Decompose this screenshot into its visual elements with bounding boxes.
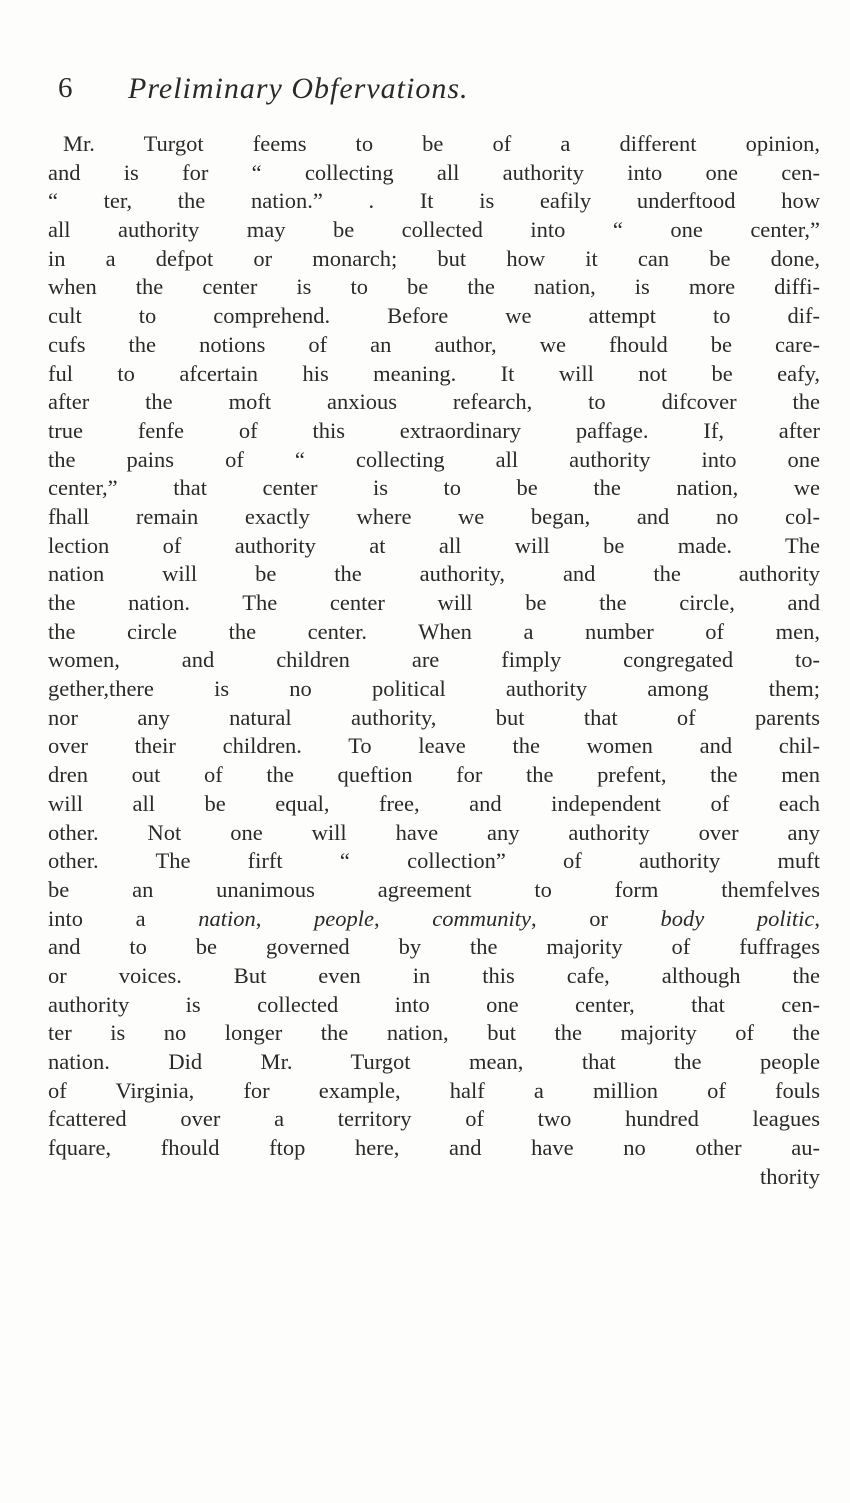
text-segment: , or [530, 905, 661, 931]
text-line: gether,there is no political authority among them; [48, 676, 820, 702]
text-segment: , [255, 905, 314, 931]
text-line: fhall remain exactly where we began, and no col- [48, 503, 820, 529]
text-line: the circle the center. When a number of men, [48, 618, 820, 644]
text-line: Mr. Turgot feems to be of a different opinion, [63, 131, 820, 156]
text-line: other. The firft “ collection” of authority muft [48, 848, 820, 874]
text-line: nation will be the authority, and the authority [48, 561, 820, 587]
running-head: Preliminary Obfervations. [128, 72, 469, 105]
page-number: 6 [58, 72, 73, 104]
text-line: or voices. But even in this cafe, although the [48, 962, 820, 988]
text-line: and is for “ collecting all authority into one cen- [48, 159, 820, 185]
text-line: the nation. The center will be the circle, and [48, 590, 820, 615]
text-segment: , [814, 905, 821, 931]
text-line: women, and children are fimply congregated to- [48, 647, 820, 673]
italic-text: nation [198, 905, 256, 931]
text-segment: into a [48, 905, 199, 931]
text-line: nor any natural authority, but that of parents [48, 704, 820, 730]
text-line: of Virginia, for example, half a million of fouls [48, 1077, 820, 1103]
italic-text: people [313, 905, 374, 931]
text-line: cult to comprehend. Before we attempt to dif- [48, 303, 820, 329]
text-line: “ ter, the nation.” . It is eafily underftood how [48, 188, 820, 214]
text-line: in a defpot or monarch; but how it can be done, [48, 245, 820, 271]
body-text [48, 130, 820, 1191]
text-line [48, 905, 820, 934]
italic-text: community [432, 905, 531, 931]
text-line: fquare, fhould ftop here, and have no other au- [48, 1135, 820, 1161]
text-line: will all be equal, free, and independent of each [48, 790, 820, 816]
text-line: lection of authority at all will be made. The [48, 532, 820, 558]
text-line: ter is no longer the nation, but the majority of the [48, 1020, 820, 1046]
text-line: thority [760, 1163, 820, 1189]
text-line: fcattered over a territory of two hundred leagues [48, 1106, 820, 1132]
text-line: true fenfe of this extraordinary paffage. If, after [48, 417, 820, 443]
text-line: after the moft anxious refearch, to difcover the [48, 389, 820, 415]
text-line: authority is collected into one center, that cen- [48, 991, 820, 1017]
text-line: be an unanimous agreement to form themfelves [48, 876, 820, 902]
text-line: over their children. To leave the women and chil- [48, 733, 820, 759]
page-header [58, 72, 818, 112]
text-line: and to be governed by the majority of fuffrages [48, 934, 820, 960]
text-line: other. Not one will have any authority over any [48, 819, 820, 845]
text-line: ful to afcertain his meaning. It will not be eafy, [48, 360, 820, 386]
text-line: cufs the notions of an author, we fhould be care- [48, 331, 820, 357]
text-line: nation. Did Mr. Turgot mean, that the people [48, 1049, 820, 1074]
italic-text: body politic [660, 905, 815, 931]
text-segment: , [373, 905, 433, 931]
text-line: when the center is to be the nation, is more diffi- [48, 274, 820, 300]
text-line: the pains of “ collecting all authority into one [48, 446, 820, 472]
text-line: dren out of the queftion for the prefent, the men [48, 762, 820, 788]
text-line: center,” that center is to be the nation, we [48, 475, 820, 501]
text-line: all authority may be collected into “ one center,” [48, 217, 820, 243]
